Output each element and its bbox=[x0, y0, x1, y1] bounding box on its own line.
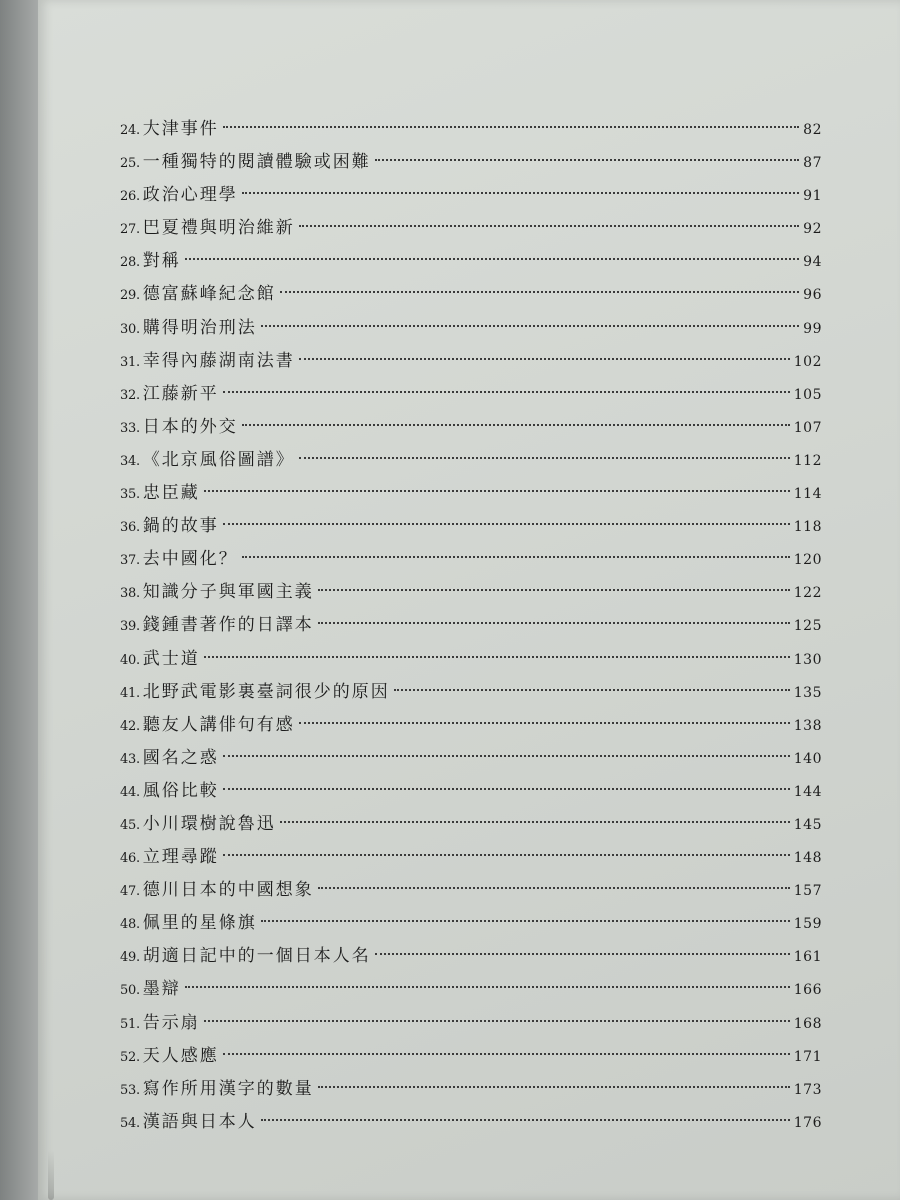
dot-leader bbox=[318, 1086, 790, 1088]
entry-title: 德富蘇峰紀念館 bbox=[142, 284, 276, 305]
entry-title: 武士道 bbox=[142, 648, 200, 669]
entry-page-number: 148 bbox=[793, 850, 822, 867]
entry-page-number: 140 bbox=[793, 750, 822, 767]
entry-page-number: 130 bbox=[793, 651, 822, 668]
dot-leader bbox=[223, 854, 790, 856]
dot-leader bbox=[375, 159, 799, 161]
toc-entry[interactable] bbox=[120, 973, 822, 1006]
toc-entry[interactable] bbox=[120, 742, 822, 775]
entry-title: 幸得內藤湖南法書 bbox=[142, 350, 295, 371]
toc-entry[interactable] bbox=[120, 411, 822, 444]
entry-number: 41. bbox=[120, 685, 140, 701]
entry-page-number: 120 bbox=[793, 552, 822, 569]
entry-page-number: 118 bbox=[793, 519, 822, 536]
toc-entry[interactable] bbox=[120, 907, 822, 940]
toc-entry[interactable] bbox=[120, 874, 822, 907]
dot-leader bbox=[223, 391, 790, 393]
dot-leader bbox=[242, 192, 799, 194]
entry-title: 德川日本的中國想象 bbox=[142, 880, 314, 901]
dot-leader bbox=[204, 656, 790, 658]
entry-page-number: 114 bbox=[793, 486, 822, 503]
dot-leader bbox=[204, 1020, 790, 1022]
entry-page-number: 96 bbox=[803, 287, 822, 304]
toc-entry[interactable] bbox=[120, 245, 822, 278]
entry-title: 大津事件 bbox=[142, 119, 219, 139]
toc-entry[interactable] bbox=[120, 179, 822, 212]
entry-page-number: 171 bbox=[793, 1048, 822, 1065]
entry-number: 26. bbox=[120, 189, 140, 205]
entry-number: 25. bbox=[120, 156, 140, 172]
entry-number: 29. bbox=[120, 288, 140, 304]
dot-leader bbox=[242, 424, 790, 426]
entry-page-number: 144 bbox=[793, 783, 822, 800]
toc-entry[interactable] bbox=[120, 278, 822, 311]
dot-leader bbox=[318, 887, 790, 889]
entry-title: 胡適日記中的一個日本人名 bbox=[142, 946, 371, 967]
entry-title: 風俗比較 bbox=[142, 780, 219, 801]
dot-leader bbox=[318, 622, 790, 624]
entry-title: 小川環樹說魯迅 bbox=[142, 813, 276, 834]
toc-entry[interactable] bbox=[120, 808, 822, 841]
entry-page-number: 125 bbox=[793, 618, 822, 635]
entry-page-number: 82 bbox=[803, 122, 822, 138]
entry-number: 53. bbox=[120, 1082, 140, 1098]
entry-page-number: 157 bbox=[793, 883, 822, 900]
dot-leader bbox=[242, 556, 790, 558]
entry-page-number: 173 bbox=[793, 1081, 822, 1098]
entry-number: 46. bbox=[120, 851, 140, 867]
toc-entry[interactable] bbox=[120, 312, 822, 345]
book-binding-edge bbox=[0, 0, 38, 1200]
entry-title: 北野武電影裏臺詞很少的原因 bbox=[142, 681, 390, 702]
toc-entry[interactable] bbox=[120, 775, 822, 808]
toc-entry[interactable] bbox=[120, 543, 822, 576]
toc-entry[interactable] bbox=[120, 709, 822, 742]
entry-title: 墨辯 bbox=[142, 979, 181, 1000]
toc-entry[interactable] bbox=[120, 1007, 822, 1040]
toc-entry[interactable] bbox=[120, 1106, 822, 1139]
entry-number: 39. bbox=[120, 619, 140, 635]
toc-entry[interactable] bbox=[120, 212, 822, 245]
entry-number: 42. bbox=[120, 718, 140, 734]
entry-title: 購得明治刑法 bbox=[142, 317, 257, 338]
toc-entry[interactable] bbox=[120, 1040, 822, 1073]
entry-number: 36. bbox=[120, 520, 140, 536]
entry-title: 政治心理學 bbox=[142, 185, 238, 206]
entry-page-number: 107 bbox=[793, 419, 822, 436]
entry-title: 巴夏禮與明治維新 bbox=[142, 218, 295, 239]
dot-leader bbox=[261, 920, 790, 922]
entry-page-number: 166 bbox=[793, 982, 822, 999]
entry-title: 忠臣藏 bbox=[142, 483, 200, 504]
dot-leader bbox=[223, 126, 799, 128]
table-of-contents bbox=[120, 113, 822, 1139]
entry-number: 38. bbox=[120, 586, 140, 602]
dot-leader bbox=[280, 291, 799, 293]
dot-leader bbox=[204, 490, 790, 492]
dot-leader bbox=[185, 258, 799, 260]
entry-title: 《北京風俗圖譜》 bbox=[142, 449, 295, 470]
entry-number: 27. bbox=[120, 222, 140, 238]
entry-title: 鍋的故事 bbox=[142, 516, 219, 537]
entry-number: 40. bbox=[120, 652, 140, 668]
entry-page-number: 168 bbox=[793, 1015, 822, 1032]
entry-number: 30. bbox=[120, 321, 140, 337]
toc-entry[interactable] bbox=[120, 510, 822, 543]
dot-leader bbox=[223, 1053, 790, 1055]
dot-leader bbox=[299, 457, 790, 459]
entry-number: 37. bbox=[120, 553, 140, 569]
page-curl-shadow bbox=[48, 1150, 54, 1200]
dot-leader bbox=[299, 225, 799, 227]
entry-title: 佩里的星條旗 bbox=[142, 913, 257, 934]
entry-page-number: 161 bbox=[793, 949, 822, 966]
entry-number: 47. bbox=[120, 884, 140, 900]
toc-entry[interactable] bbox=[120, 378, 822, 411]
toc-entry[interactable] bbox=[120, 113, 822, 146]
toc-entry[interactable] bbox=[120, 643, 822, 676]
toc-entry[interactable] bbox=[120, 576, 822, 609]
entry-page-number: 87 bbox=[803, 155, 822, 172]
entry-page-number: 159 bbox=[793, 916, 822, 933]
entry-number: 54. bbox=[120, 1115, 140, 1131]
dot-leader bbox=[394, 689, 790, 691]
toc-entry[interactable] bbox=[120, 1073, 822, 1106]
entry-page-number: 135 bbox=[793, 684, 822, 701]
entry-number: 52. bbox=[120, 1049, 140, 1065]
entry-title: 聽友人講俳句有感 bbox=[142, 714, 295, 735]
entry-page-number: 91 bbox=[803, 188, 822, 205]
entry-number: 32. bbox=[120, 387, 140, 403]
entry-number: 49. bbox=[120, 950, 140, 966]
entry-title: 一種獨特的閱讀體驗或困難 bbox=[142, 152, 371, 173]
dot-leader bbox=[185, 986, 790, 988]
entry-title: 寫作所用漢字的數量 bbox=[142, 1078, 314, 1099]
dot-leader bbox=[223, 788, 790, 790]
entry-number: 45. bbox=[120, 817, 140, 833]
entry-title: 日本的外交 bbox=[142, 416, 238, 437]
toc-entry[interactable] bbox=[120, 676, 822, 709]
toc-entry[interactable] bbox=[120, 609, 822, 642]
entry-page-number: 122 bbox=[793, 585, 822, 602]
dot-leader bbox=[299, 358, 790, 360]
dot-leader bbox=[280, 821, 790, 823]
entry-title: 江藤新平 bbox=[142, 383, 219, 404]
dot-leader bbox=[299, 722, 790, 724]
entry-number: 24. bbox=[120, 123, 140, 138]
entry-title: 立理尋蹤 bbox=[142, 847, 219, 868]
entry-page-number: 105 bbox=[793, 386, 822, 403]
entry-number: 43. bbox=[120, 751, 140, 767]
entry-page-number: 94 bbox=[803, 254, 822, 271]
entry-page-number: 176 bbox=[793, 1114, 822, 1131]
entry-title: 錢鍾書著作的日譯本 bbox=[142, 615, 314, 636]
entry-title: 告示扇 bbox=[142, 1012, 200, 1033]
dot-leader bbox=[318, 589, 790, 591]
entry-title: 國名之惑 bbox=[142, 747, 219, 768]
entry-title: 對稱 bbox=[142, 251, 181, 272]
dot-leader bbox=[261, 325, 799, 327]
entry-title: 漢語與日本人 bbox=[142, 1111, 257, 1132]
entry-number: 44. bbox=[120, 784, 140, 800]
entry-number: 51. bbox=[120, 1016, 140, 1032]
dot-leader bbox=[223, 523, 790, 525]
entry-number: 33. bbox=[120, 420, 140, 436]
dot-leader bbox=[223, 755, 790, 757]
toc-entry[interactable] bbox=[120, 841, 822, 874]
entry-page-number: 138 bbox=[793, 717, 822, 734]
entry-page-number: 102 bbox=[793, 353, 822, 370]
entry-page-number: 112 bbox=[793, 452, 822, 469]
toc-entry[interactable] bbox=[120, 345, 822, 378]
toc-entry[interactable] bbox=[120, 477, 822, 510]
dot-leader bbox=[261, 1119, 790, 1121]
entry-number: 34. bbox=[120, 453, 140, 469]
entry-number: 28. bbox=[120, 255, 140, 271]
entry-title: 知識分子與軍國主義 bbox=[142, 582, 314, 603]
entry-page-number: 92 bbox=[803, 221, 822, 238]
entry-number: 31. bbox=[120, 354, 140, 370]
entry-title: 天人感應 bbox=[142, 1045, 219, 1066]
entry-number: 48. bbox=[120, 917, 140, 933]
entry-page-number: 99 bbox=[803, 320, 822, 337]
entry-title: 去中國化？ bbox=[142, 549, 238, 570]
entry-page-number: 145 bbox=[793, 816, 822, 833]
dot-leader bbox=[375, 953, 790, 955]
entry-number: 50. bbox=[120, 983, 140, 999]
entry-number: 35. bbox=[120, 487, 140, 503]
toc-entry[interactable] bbox=[120, 146, 822, 179]
toc-entry[interactable] bbox=[120, 940, 822, 973]
toc-entry[interactable] bbox=[120, 444, 822, 477]
